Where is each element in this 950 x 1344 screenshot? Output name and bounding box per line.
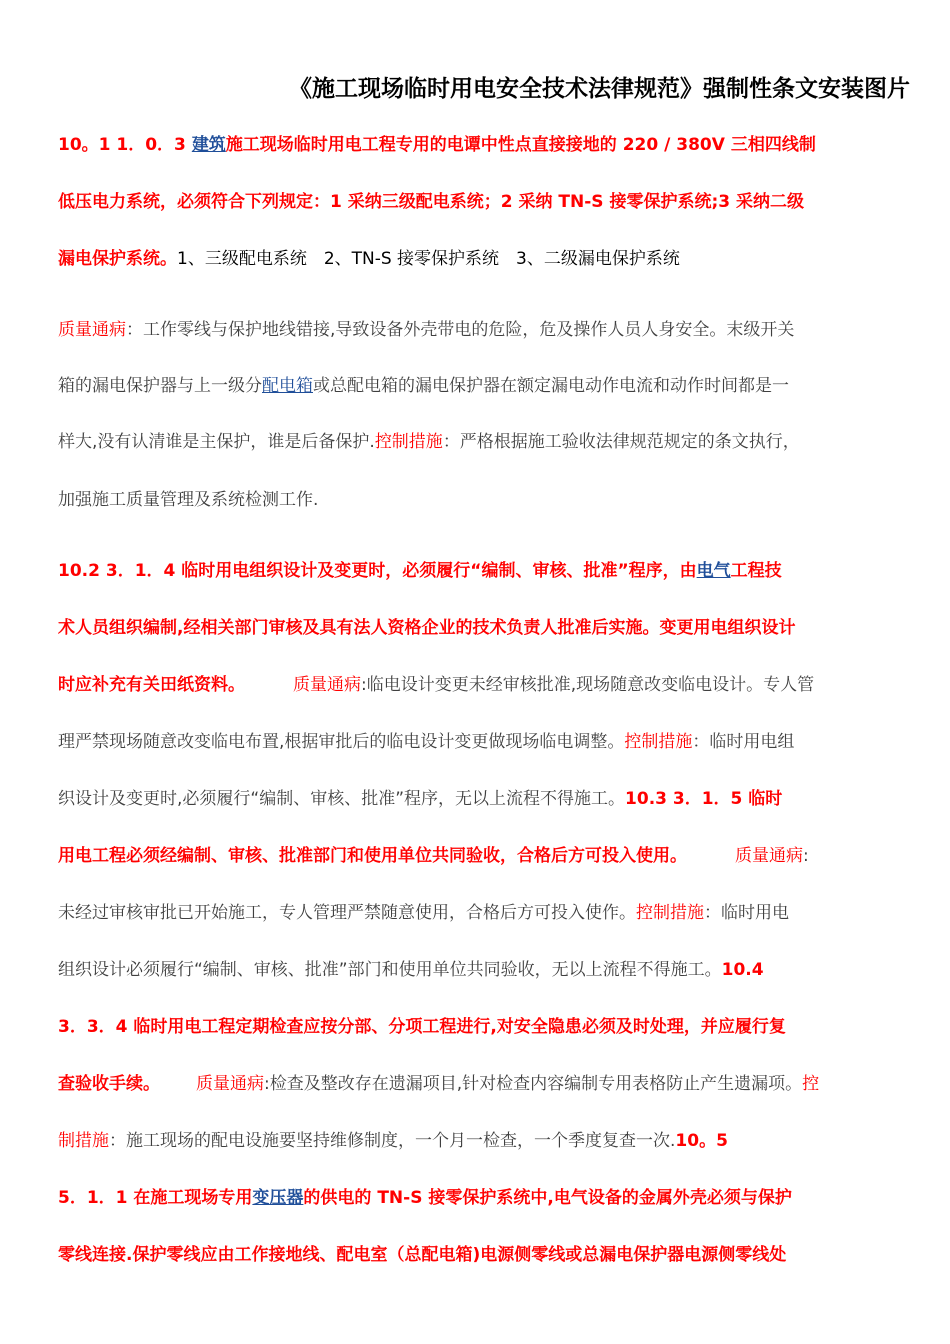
body-text: : — [803, 846, 809, 866]
label-quality-defect: 质量通病 — [735, 846, 803, 866]
clause-10-4-line-2 — [58, 1064, 898, 1104]
clause-text: 10.2 3．1．4 临时用电组织设计及变更时，必须履行“编制、审核、批准”程序，由 — [58, 561, 697, 581]
clause-text: 10.4 — [721, 960, 764, 980]
defect-1-line-1 — [58, 310, 898, 350]
clause-text: 工程技 — [730, 561, 782, 581]
clause-text: 的供电的 TN-S 接零保护系统中,电气设备的金属外壳必须与保护 — [303, 1188, 792, 1208]
clause-text: 10。1 1．0．3 — [58, 135, 192, 155]
body-text: :临电设计变更未经审核批准,现场随意改变临电设计。专人管 — [361, 675, 815, 695]
label-control-measures: 控制措施 — [636, 903, 704, 923]
body-text: 或总配电箱的漏电保护器在额定漏电动作电流和动作时间都是一 — [313, 376, 789, 396]
link-jianzhu[interactable]: 建筑 — [191, 135, 226, 155]
clause-text: 10。5 — [675, 1131, 728, 1151]
label-control-end: 制措施 — [58, 1131, 109, 1151]
body-text: ：严格根据施工验收法律规范规定的条文执行， — [442, 432, 800, 452]
body-text: 理严禁现场随意改变临电布置,根据审批后的临电设计变更做现场临电调整。 — [58, 732, 625, 752]
clause-10-2-line-1 — [58, 551, 898, 591]
clause-10-2-line-4 — [58, 722, 898, 762]
clause-text: 零线连接.保护零线应由工作接地线、配电室（总配电箱)电源侧零线或总漏电保护器电源侧零线处 — [58, 1245, 787, 1265]
label-quality-defect: 质量通病 — [196, 1074, 264, 1094]
body-text: ：工作零线与保护地线错接,导致设备外壳带电的危险，危及操作人员人身安全。末级开关 — [126, 320, 795, 340]
label-control-start: 控 — [802, 1074, 820, 1094]
body-text: ：临时用电组 — [692, 732, 795, 752]
body-text: 箱的漏电保护器与上一级分 — [58, 376, 262, 396]
defect-1-line-4 — [58, 480, 898, 520]
label-control-measures: 控制措施 — [624, 732, 693, 752]
clause-text: 漏电保护系统。 — [58, 249, 177, 269]
defect-1-line-3 — [58, 422, 898, 462]
clause-10-3-line-2 — [58, 893, 898, 933]
clause-text: 低压电力系统，必须符合下列规定：1 采纳三级配电系统；2 采纳 TN-S 接零保护系统;3 采纳二级 — [58, 192, 804, 212]
body-text: :检查及整改存在遗漏项目,针对检查内容编制专用表格防止产生遗漏项。 — [264, 1074, 803, 1094]
clause-text: 时应补充有关田纸资料。 — [58, 675, 245, 695]
clause-10-1-line-3 — [58, 239, 898, 279]
label-control-measures: 控制措施 — [374, 432, 443, 452]
clause-text: 施工现场临时用电工程专用的电谭中性点直接接地的 220 / 380V 三相四线制 — [225, 135, 816, 155]
clause-10-1-line-2 — [58, 182, 898, 222]
body-text: 织设计及变更时,必须履行“编制、审核、批准”程序，无以上流程不得施工。 — [58, 789, 626, 809]
body-text: ：临时用电 — [704, 903, 789, 923]
clause-10-3-line-1 — [58, 836, 898, 876]
body-text: ：施工现场的配电设施要坚持维修制度，一个月一检查，一个季度复查一次. — [109, 1131, 676, 1151]
clause-10-1-line-1 — [58, 125, 898, 165]
clause-10-4-line-3 — [58, 1121, 898, 1161]
clause-text: 5．1．1 在施工现场专用 — [58, 1188, 253, 1208]
clause-10-3-line-3 — [58, 950, 898, 990]
clause-text: 3．3．4 临时用电工程定期检查应按分部、分项工程进行,对安全隐患必须及时处理，并应履行复 — [58, 1017, 786, 1037]
body-text: 未经过审核审批已开始施工，专人管理严禁随意使用，合格后方可投入使作。 — [58, 903, 636, 923]
page-title: 《施工现场临时用电安全技术法律规范》强制性条文安装图片 — [289, 76, 910, 102]
link-dianqi[interactable]: 电气 — [696, 561, 731, 581]
clause-10-5-line-2 — [58, 1235, 898, 1275]
clause-text: 查验收手续。 — [58, 1074, 160, 1094]
link-peidianxiang[interactable]: 配电箱 — [262, 376, 313, 396]
link-bianyaqi[interactable]: 变压器 — [252, 1188, 304, 1208]
label-quality-defect: 质量通病 — [58, 320, 126, 340]
clause-text: 10.3 3．1．5 临时 — [625, 789, 783, 809]
clause-10-5-line-1 — [58, 1178, 898, 1218]
body-text: 加强施工质量管理及系统检测工作. — [58, 490, 319, 510]
defect-1-line-2 — [58, 366, 898, 406]
system-list: 1、三级配电系统 2、TN-S 接零保护系统 3、二级漏电保护系统 — [177, 249, 680, 269]
clause-10-2-line-3 — [58, 665, 898, 705]
clause-text: 用电工程必须经编制、审核、批准部门和使用单位共同验收，合格后方可投入使用。 — [58, 846, 687, 866]
label-quality-defect: 质量通病 — [293, 675, 361, 695]
clause-10-4-line-1 — [58, 1007, 898, 1047]
body-text: 样大,没有认清谁是主保护，谁是后备保护. — [58, 432, 375, 452]
clause-10-2-line-5 — [58, 779, 898, 819]
clause-text: 术人员组织编制,经相关部门审核及具有法人资格企业的技术负责人批准后实施。变更用电组织设计 — [58, 618, 796, 638]
body-text: 组织设计必须履行“编制、审核、批准”部门和使用单位共同验收，无以上流程不得施工。 — [58, 960, 722, 980]
clause-10-2-line-2 — [58, 608, 898, 648]
